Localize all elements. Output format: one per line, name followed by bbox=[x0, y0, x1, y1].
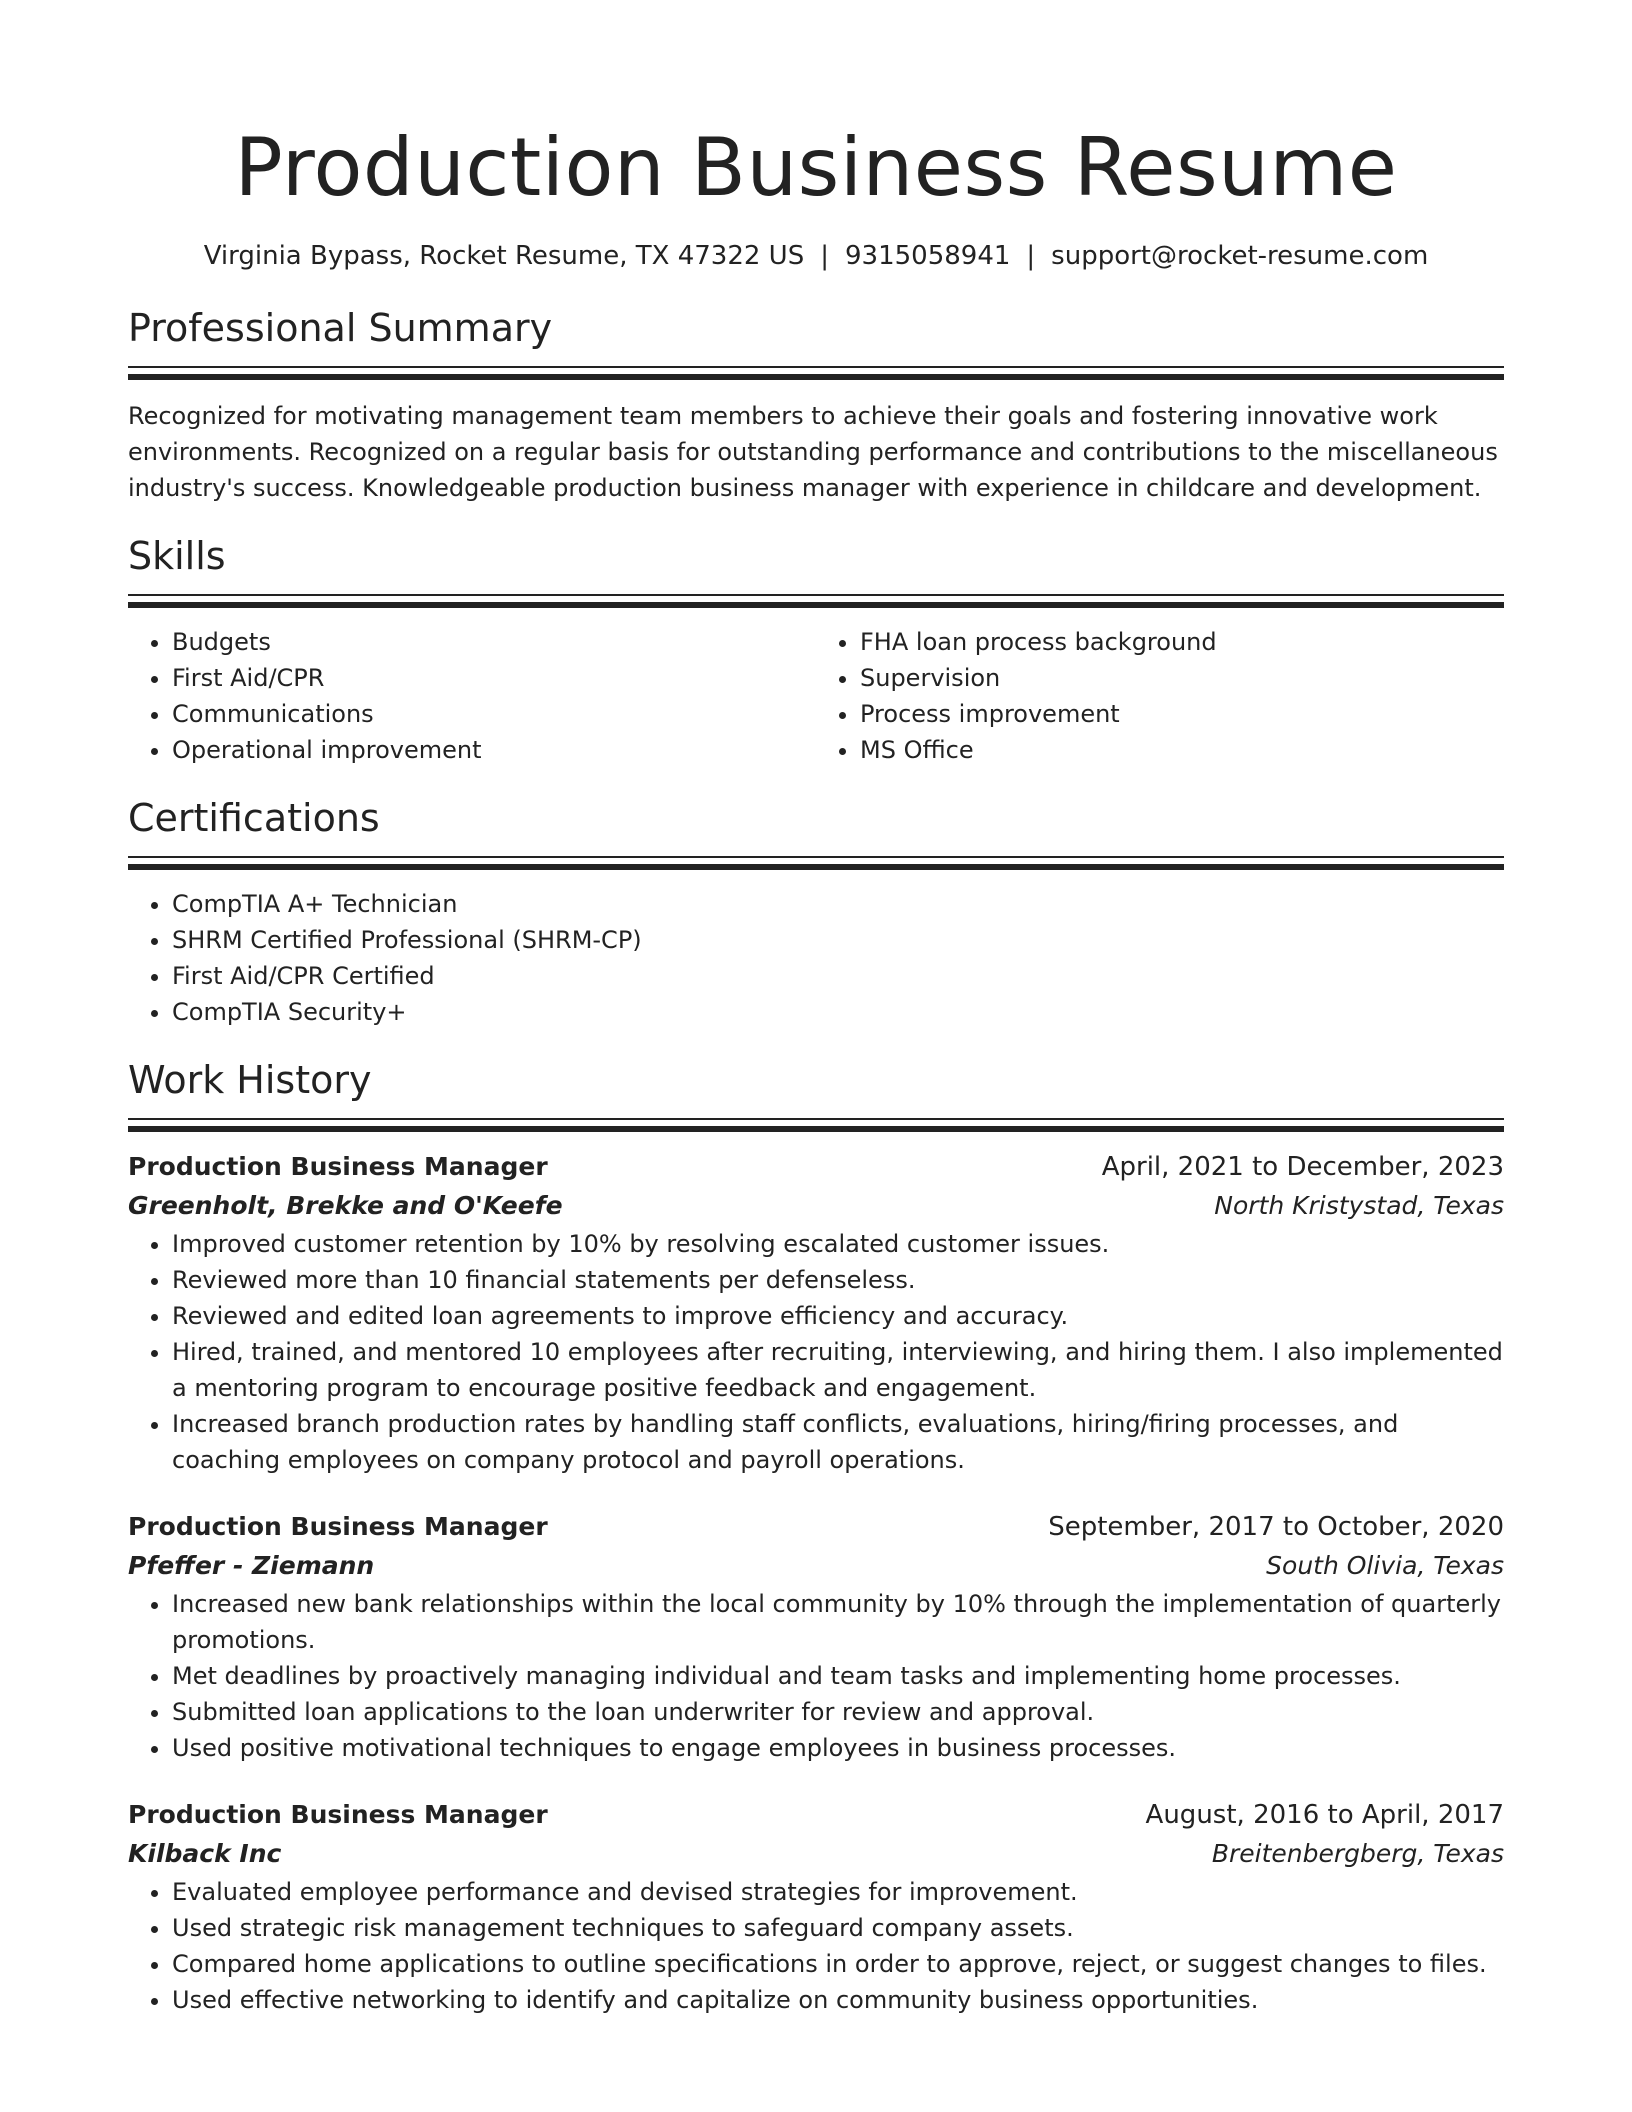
job-location: South Olivia, Texas bbox=[1266, 1551, 1504, 1580]
summary-text: Recognized for motivating management team members to achieve their goals and fostering innovative work environments. Recognized on a regular basis for outstanding performance and contributions to the miscellaneous industry's success. Knowledgeable production business manager with experience in childcare and development. bbox=[128, 402, 1498, 502]
job-title: Production Business Manager bbox=[128, 1800, 548, 1829]
job-bullet: • Used positive motivational techniques to engage employees in business processes. bbox=[172, 1730, 1504, 1766]
summary-section bbox=[128, 304, 1504, 506]
section-rule-thick bbox=[128, 602, 1504, 608]
section-rule-thick bbox=[128, 374, 1504, 380]
job-bullet: • Hired, trained, and mentored 10 employees after recruiting, interviewing, and hiring them. I also implemented a mentoring program to encourage positive feedback and engagement. bbox=[172, 1334, 1504, 1406]
certification-item: • CompTIA A+ Technician bbox=[172, 886, 1504, 922]
job-bullet: • Submitted loan applications to the loan underwriter for review and approval. bbox=[172, 1694, 1504, 1730]
job-bullet: • Used effective networking to identify and capitalize on community business opportunities. bbox=[172, 1982, 1504, 2018]
section-rule-thin bbox=[128, 594, 1504, 596]
section-rule-thin bbox=[128, 856, 1504, 858]
job-subheader bbox=[128, 1546, 1504, 1586]
skills-list-left bbox=[128, 624, 816, 768]
job-bullet: • Compared home applications to outline specifications in order to approve, reject, or suggest changes to files. bbox=[172, 1946, 1504, 1982]
job-company: Pfeffer - Ziemann bbox=[128, 1551, 375, 1580]
job-bullet-list bbox=[128, 1874, 1504, 2018]
resume-name: Production Business Resume bbox=[234, 121, 1398, 214]
job-company: Kilback Inc bbox=[128, 1839, 282, 1868]
job-bullet: • Improved customer retention by 10% by resolving escalated customer issues. bbox=[172, 1226, 1504, 1262]
work-history-section bbox=[128, 1056, 1504, 2018]
contact-separator: | bbox=[820, 241, 829, 271]
section-rule-thick bbox=[128, 1126, 1504, 1132]
skills-grid bbox=[128, 624, 1504, 768]
skills-heading: Skills bbox=[128, 534, 226, 578]
job-entry bbox=[128, 1508, 1504, 1766]
job-dates: April, 2021 to December, 2023 bbox=[1101, 1152, 1504, 1182]
skill-item: • First Aid/CPR bbox=[172, 660, 816, 696]
skill-item: • Supervision bbox=[860, 660, 1504, 696]
skill-item: • FHA loan process background bbox=[860, 624, 1504, 660]
skill-item: • Process improvement bbox=[860, 696, 1504, 732]
section-rule-thin bbox=[128, 366, 1504, 368]
job-entry bbox=[128, 1148, 1504, 1478]
contact-line bbox=[128, 238, 1504, 274]
job-location: North Kristystad, Texas bbox=[1214, 1191, 1504, 1220]
job-subheader bbox=[128, 1834, 1504, 1874]
contact-address: Virginia Bypass, Rocket Resume, TX 47322 US bbox=[203, 241, 805, 271]
certifications-list bbox=[128, 886, 1504, 1030]
job-header bbox=[128, 1148, 1504, 1186]
certification-item: • First Aid/CPR Certified bbox=[172, 958, 1504, 994]
certification-item: • CompTIA Security+ bbox=[172, 994, 1504, 1030]
job-bullet: • Evaluated employee performance and devised strategies for improvement. bbox=[172, 1874, 1504, 1910]
skill-item: • Communications bbox=[172, 696, 816, 732]
job-subheader bbox=[128, 1186, 1504, 1226]
job-dates: August, 2016 to April, 2017 bbox=[1145, 1800, 1504, 1830]
skills-column-right bbox=[816, 624, 1504, 768]
job-header bbox=[128, 1796, 1504, 1834]
job-bullet: • Increased new bank relationships within the local community by 10% through the implementation of quarterly promotions. bbox=[172, 1586, 1504, 1658]
job-bullet: • Reviewed and edited loan agreements to improve efficiency and accuracy. bbox=[172, 1298, 1504, 1334]
certification-item: • SHRM Certified Professional (SHRM-CP) bbox=[172, 922, 1504, 958]
contact-email: support@rocket-resume.com bbox=[1051, 241, 1429, 271]
job-title: Production Business Manager bbox=[128, 1152, 548, 1181]
job-bullet-list bbox=[128, 1586, 1504, 1766]
job-bullet: • Increased branch production rates by handling staff conflicts, evaluations, hiring/firing processes, and coaching employees on company protocol and payroll operations. bbox=[172, 1406, 1504, 1478]
job-company: Greenholt, Brekke and O'Keefe bbox=[128, 1191, 563, 1220]
job-dates: September, 2017 to October, 2020 bbox=[1048, 1512, 1504, 1542]
section-rule-thin bbox=[128, 1118, 1504, 1120]
skill-item: • MS Office bbox=[860, 732, 1504, 768]
job-bullet: • Met deadlines by proactively managing individual and team tasks and implementing home processes. bbox=[172, 1658, 1504, 1694]
job-header bbox=[128, 1508, 1504, 1546]
skills-list-right bbox=[816, 624, 1504, 768]
contact-separator: | bbox=[1026, 241, 1036, 271]
job-bullet: • Reviewed more than 10 financial statements per defenseless. bbox=[172, 1262, 1504, 1298]
job-entry bbox=[128, 1796, 1504, 2018]
job-title: Production Business Manager bbox=[128, 1512, 548, 1541]
certifications-section bbox=[128, 794, 1504, 1030]
skills-section bbox=[128, 532, 1504, 768]
contact-phone: 9315058941 bbox=[844, 241, 1011, 271]
certifications-heading: Certifications bbox=[128, 796, 380, 840]
summary-heading: Professional Summary bbox=[128, 306, 553, 350]
work-history-heading: Work History bbox=[128, 1058, 372, 1102]
skills-column-left bbox=[128, 624, 816, 768]
job-location: Breitenbergberg, Texas bbox=[1211, 1839, 1504, 1868]
skill-item: • Budgets bbox=[172, 624, 816, 660]
section-rule-thick bbox=[128, 864, 1504, 870]
job-bullet-list bbox=[128, 1226, 1504, 1478]
skill-item: • Operational improvement bbox=[172, 732, 816, 768]
job-bullet: • Used strategic risk management techniques to safeguard company assets. bbox=[172, 1910, 1504, 1946]
